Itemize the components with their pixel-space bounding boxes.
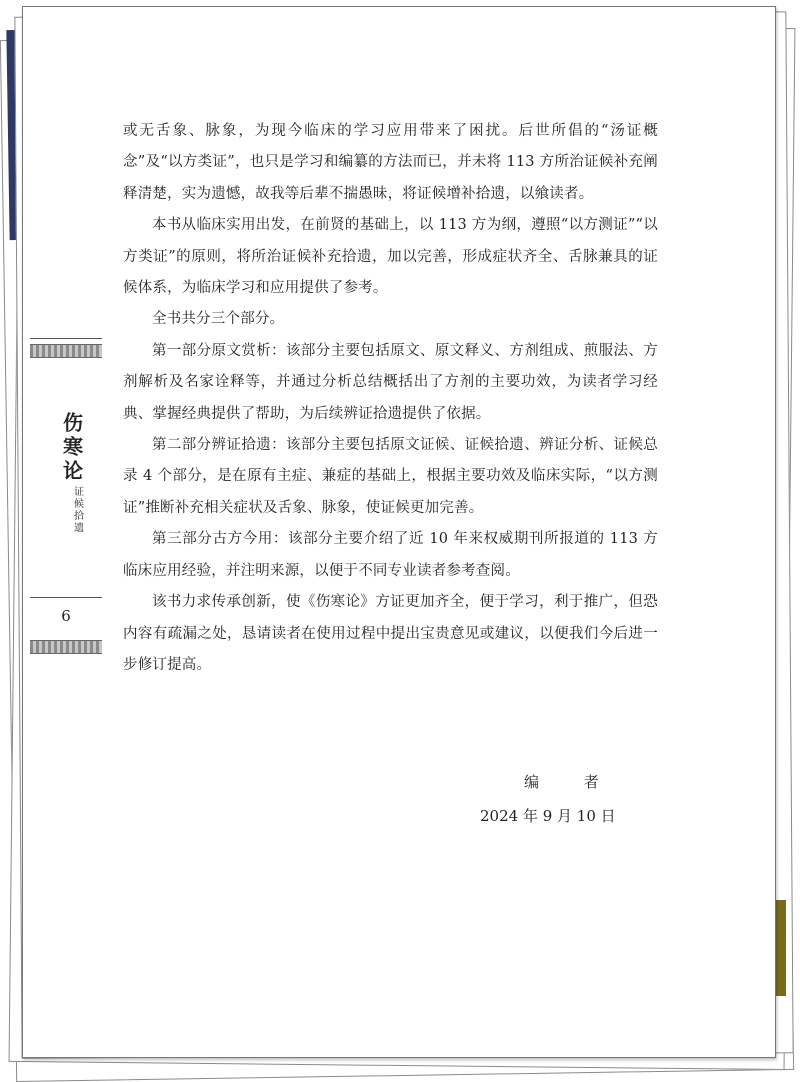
page-number: 6 (61, 607, 71, 625)
signature-date: 2024 年 9 月 10 日 (480, 807, 616, 825)
paragraph: 第一部分原文赏析：该部分主要包括原文、原文释义、方剂组成、煎服法、方剂解析及名家诠释等，并通过分析总结概括出了方剂的主要功效，为读者学习经典、掌握经典提供了帮助，为后续辨证拾遗提供了依据。 (123, 342, 658, 422)
ornament-band (30, 640, 102, 654)
paragraph: 本书从临床实用出发，在前贤的基础上，以 113 方为纲，遵照“以方测证”“以方类证”的原则，将所治证候补充拾遗，加以完善，形成症状齐全、舌脉兼具的证候体系，为临床学习和应用提供了参考。 (123, 217, 658, 297)
book-title: 伤寒论 (59, 412, 84, 484)
paragraph: 第三部分古方今用：该部分主要介绍了近 10 年来权威期刊所报道的 113 方临床应用经验，并注明来源，以便于不同专业读者参考查阅。 (123, 531, 658, 579)
paragraph: 该书力求传承创新，使《伤寒论》方证更加齐全，便于学习，利于推广，但恐内容有疏漏之处，恳请读者在使用过程中提出宝贵意见或建议，以便我们今后进一步修订提高。 (123, 594, 658, 673)
paragraph: 第二部分辨证拾遗：该部分主要包括原文证候、证候拾遗、辨证分析、证候总录 4 个部分，是在原有主症、兼症的基础上，根据主要功效及临床实际，“以方测证”推断补充相关症状及舌象、脉象，使证候更加完善。 (123, 437, 658, 516)
paragraph: 或无舌象、脉象，为现今临床的学习应用带来了困扰。后世所倡的“汤证概念”及“以方类证”，也只是学习和编纂的方法而已，并未将 113 方所治证候补充阐释清楚，实为遗憾，故我等后辈不揣愚昧，将证候增补拾遗，以飨读者。 (123, 123, 658, 202)
body-text (123, 116, 658, 681)
signature-block (480, 765, 640, 833)
signature-author: 编 者 (524, 773, 619, 791)
book-subtitle: 证候拾遗 (71, 486, 83, 534)
ornament-band (30, 344, 102, 358)
paragraph: 全书共分三个部分。 (152, 311, 285, 328)
cover-edge-strip (776, 900, 786, 996)
margin-book-title (60, 412, 84, 534)
margin-rule (30, 597, 102, 598)
margin-rule (30, 338, 102, 339)
